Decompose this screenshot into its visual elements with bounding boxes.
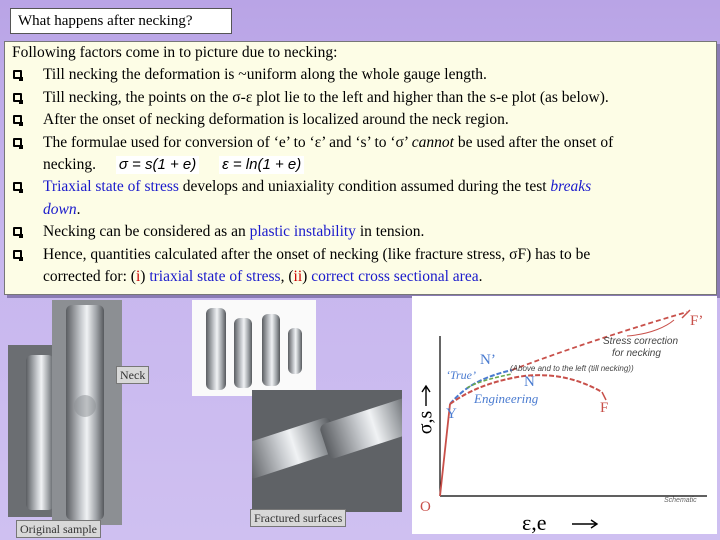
label-y: Y [446, 406, 457, 422]
bullet-2 [9, 87, 712, 109]
bullet-7-mid1: ) [140, 268, 146, 286]
bullet-5-text: develops and uniaxiality condition assumed during the test [182, 178, 547, 196]
bullet-7-pre: corrected for: ( [43, 268, 136, 286]
label-o: O [420, 499, 431, 515]
bullet-6 [9, 221, 712, 243]
fractured-samples-photo [192, 300, 316, 396]
label-above-note: (Above and to the left (till necking)) [510, 364, 634, 373]
bullet-7-area: correct cross sectional area [311, 268, 479, 286]
x-axis-arrow-icon [572, 520, 597, 528]
bullet-7-triaxial: triaxial state of stress [149, 268, 281, 286]
y-axis-label: σ,s [414, 410, 437, 435]
label-n: N [524, 374, 535, 390]
bullet-icon [13, 227, 22, 236]
content-box [4, 41, 717, 295]
bullet-4-line2: necking. [43, 156, 96, 174]
bullet-icon [13, 138, 22, 147]
stress-strain-graph [412, 296, 717, 534]
fractured-piece [262, 314, 280, 386]
label-f: F [600, 400, 609, 416]
bullet-icon [13, 182, 22, 191]
fractured-piece [288, 328, 302, 374]
slide-title: What happens after necking? [10, 8, 232, 34]
label-f-prime: F’ [690, 313, 704, 329]
bullet-7-mid2: , ( [280, 268, 294, 286]
bullet-5-breaks: breaks [550, 178, 592, 196]
label-true: ‘True’ [446, 368, 476, 382]
bullet-icon [13, 115, 22, 124]
bullet-1-text: Till necking the deformation is ~uniform along the whole gauge length. [43, 66, 487, 84]
original-sample-label: Original sample [16, 520, 101, 538]
bullet-4-cannot: cannot [411, 133, 454, 151]
bullet-7-end: . [478, 268, 483, 286]
bullet-1 [9, 64, 712, 86]
intro-text: Following factors come in to picture due to necking: [12, 44, 338, 61]
fracture-closeup-rod [319, 396, 402, 460]
bullet-5-end: . [76, 200, 81, 218]
bullet-3 [9, 109, 712, 131]
label-n-prime: N’ [480, 352, 496, 368]
bullet-7-ii: ii [293, 268, 303, 286]
formula-stress: σ = s(1 + e) [116, 156, 199, 174]
bullet-icon [13, 250, 22, 259]
fractured-piece [234, 318, 252, 388]
sample-rod [26, 355, 54, 510]
bullet-icon [13, 93, 22, 102]
bullet-5 [9, 176, 712, 221]
label-correction-2: for necking [612, 348, 661, 359]
fractured-surfaces-label: Fractured surfaces [250, 509, 346, 527]
bullet-2-text: Till necking, the points on the σ-ε plot lie to the left and higher than the s-e plot (as below). [43, 88, 609, 106]
label-correction-1: Stress correction [603, 336, 679, 347]
neck-label: Neck [116, 366, 149, 384]
bullet-5-down: down [43, 200, 77, 218]
bullet-7-i: i [135, 268, 141, 286]
bullet-4 [9, 132, 712, 177]
bullet-7 [9, 244, 712, 289]
formula-strain: ε = ln(1 + e) [219, 156, 304, 174]
fractured-piece [206, 308, 226, 390]
x-axis-label: ε,e [522, 510, 547, 535]
label-engineering: Engineering [474, 391, 539, 406]
bullet-7-line1: Hence, quantities calculated after the onset of necking (like fracture stress, σF) has to be [43, 245, 591, 263]
bullet-6-instability: plastic instability [249, 223, 356, 241]
y-axis-arrow-icon [422, 386, 430, 406]
f-marker [602, 392, 606, 400]
bullet-7-mid3: ) [302, 268, 308, 286]
bullet-6-text: Necking can be considered as an [43, 223, 246, 241]
necked-sample-photo [52, 300, 122, 525]
bullet-4-text: The formulae used for conversion of ‘e’ to ‘ε’ and ‘s’ to ‘σ’ [43, 133, 408, 151]
bullet-5-triaxial: Triaxial state of stress [43, 178, 179, 196]
label-schematic: Schematic [664, 497, 697, 504]
bullet-6-text-post: in tension. [359, 223, 425, 241]
bullet-icon [13, 70, 22, 79]
fracture-closeup-photo [252, 390, 402, 512]
neck-region [74, 395, 96, 417]
bullet-4-text-post: be used after the onset of [457, 133, 614, 151]
bullet-3-text: After the onset of necking deformation is localized around the neck region. [43, 111, 509, 129]
